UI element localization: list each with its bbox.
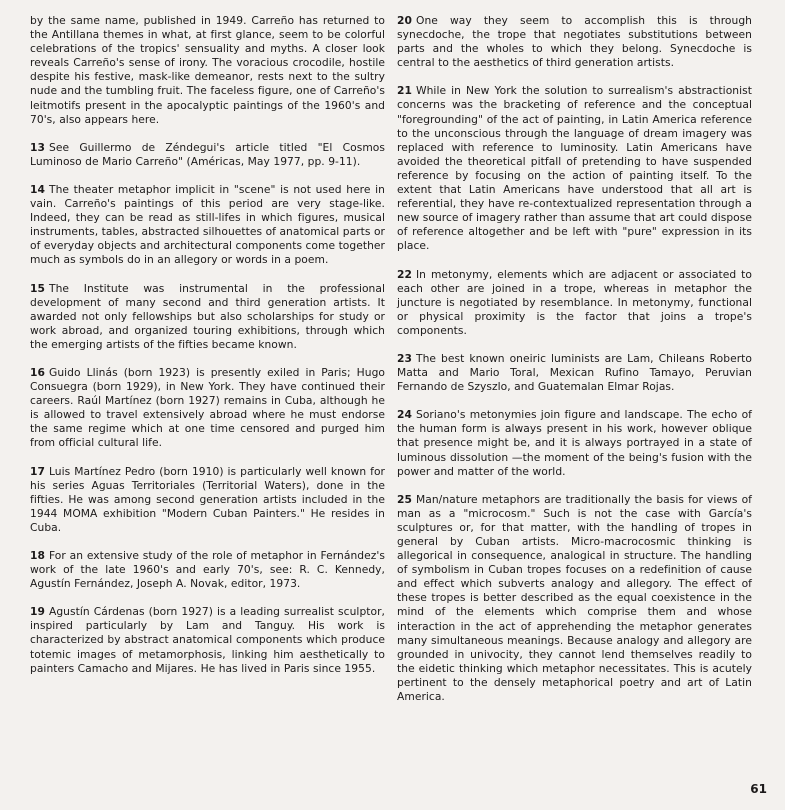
right-column	[397, 14, 752, 718]
note-text: While in New York the solution to surrealism's abstractionist concerns was the bracketing of reference and the conceptual "foregrounding" of the act of painting, in Latin America reference to the unconscious through the language of dream imagery was replaced with reference to luminosity. Latin Americans have avoided the theoretical pitfall of pretending to have suspended reference by focusing on the action of painting itself. To the extent that Latin Americans have understood that all art is referential, they have re-contextualized representation through a new source of imagery rather than assume that art could dispose of reference altogether and be left with "pure" expression in its place.	[397, 84, 752, 253]
note-number: 18	[30, 549, 45, 562]
note-number: 20	[397, 14, 412, 27]
note-number: 16	[30, 365, 45, 379]
note-number: 19	[30, 605, 45, 619]
note-text: Luis Martínez Pedro (born 1910) is particularly well known for his series Aguas Territoriales (Territorial Waters), done in the fifties. He was among second generation artists included in the 1944 MOMA exhibition "Modern Cuban Painters." He resides in Cuba.	[30, 464, 385, 534]
note-text: Guido Llinás (born 1923) is presently exiled in Paris; Hugo Consuegra (born 1929), in New York. They have continued their careers. Raúl Martínez (born 1927) remains in Cuba, although he is allowed to travel extensively abroad where he must endorse the same regime which at one time censored and purged him from official cultural life.	[30, 365, 385, 450]
note-25	[397, 493, 752, 704]
note-13	[30, 141, 385, 169]
note-16	[30, 366, 385, 451]
note-number: 23	[397, 351, 412, 365]
note-17	[30, 465, 385, 535]
note-text: One way they seem to accomplish this is through synecdoche, the trope that negotiates substitutions between parts and the wholes to which they belong. Synecdoche is central to the aesthetics of third generation artists.	[397, 14, 752, 70]
page-number: 61	[750, 782, 767, 796]
note-14	[30, 183, 385, 268]
note-20	[397, 14, 752, 70]
note-continuation	[30, 14, 385, 127]
note-number: 15	[30, 281, 45, 295]
note-21	[397, 84, 752, 253]
note-number: 13	[30, 140, 45, 154]
note-text: by the same name, published in 1949. Carreño has returned to the Antillana themes in what, at first glance, seem to be colorful celebrations of the tropics' sensuality and myths. A closer look reveals Carreño's sense of irony. The voracious crocodile, hostile despite his festive, mask-like demeanor, rests next to the sultry nude and the tumbling fruit. The faceless figure, one of Carreño's leitmotifs present in the apocalyptic paintings of the 1960's and 70's, also appears here.	[30, 14, 385, 126]
note-number: 22	[397, 267, 412, 281]
note-23	[397, 352, 752, 394]
note-number: 21	[397, 84, 412, 98]
note-text: Soriano's metonymies join figure and landscape. The echo of the human form is always present in his work, however oblique that presence might be, and it is always portrayed in a state of luminous dissolution —the moment of the being's fusion with the power and matter of the world.	[397, 408, 752, 478]
note-19	[30, 605, 385, 675]
note-text: Agustín Cárdenas (born 1927) is a leading surrealist sculptor, inspired particularly by Lam and Tanguy. His work is characterized by abstract anatomical components which produce totemic images of metamorphosis, linking him aesthetically to painters Camacho and Mijares. He has lived in Paris since 1955.	[30, 605, 385, 675]
note-22	[397, 268, 752, 338]
note-text: See Guillermo de Zéndegui's article titled "El Cosmos Luminoso de Mario Carreño" (Américas, May 1977, pp. 9-11).	[30, 140, 385, 168]
note-text: Man/nature metaphors are traditionally the basis for views of man as a "microcosm." Such is not the case with García's sculptures or, for that matter, with the handling of tropes in general by Cuban artists. Micro-macrocosmic thinking is allegorical in consequence, analogical in structure. The handling of symbolism in Cuban tropes focuses on a redefinition of cause and effect which subverts analogy and allegory. The effect of these tropes is better described as the equal coexistence in the mind of the elements which comprise them and whose interaction in the act of apprehending the metaphor generates many simultaneous meanings. Because analogy and allegory are grounded in univocity, they cannot lend themselves readily to the eidetic thinking which metaphor necessitates. This is acutely pertinent to the densely metaphorical poetry and art of Latin America.	[397, 492, 752, 704]
note-text: The Institute was instrumental in the professional development of many second and third generation artists. It awarded not only fellowships but also scholarships for study or work abroad, and organized touring exhibitions, through which the emerging artists of the fifties became known.	[30, 281, 385, 351]
note-text: The theater metaphor implicit in "scene" is not used here in vain. Carreño's paintings of this period are very stage-like. Indeed, they can be read as still-lifes in which figures, musical instruments, tables, abstracted silhouettes of anatomical parts or of everyday objects and architectural components come together much as symbols do in an allegory or words in a poem.	[30, 182, 385, 267]
left-column	[30, 14, 385, 690]
note-number: 14	[30, 182, 45, 196]
note-18	[30, 549, 385, 591]
note-number: 25	[397, 492, 412, 506]
note-text: The best known oneiric luminists are Lam, Chileans Roberto Matta and Mario Toral, Mexican Rufino Tamayo, Peruvian Fernando de Szyszlo, and Guatemalan Elmar Rojas.	[397, 351, 752, 394]
note-text: For an extensive study of the role of metaphor in Fernández's work of the late 1960's and early 70's, see: R. C. Kennedy, Agustín Fernández, Joseph A. Novak, editor, 1973.	[30, 549, 385, 591]
note-24	[397, 408, 752, 478]
note-number: 17	[30, 464, 45, 478]
note-number: 24	[397, 408, 412, 422]
note-text: In metonymy, elements which are adjacent or associated to each other are joined in a trope, whereas in metaphor the juncture is negotiated by resemblance. In metonymy, functional or physical proximity is the factor that joins a trope's components.	[397, 267, 752, 337]
note-15	[30, 282, 385, 352]
